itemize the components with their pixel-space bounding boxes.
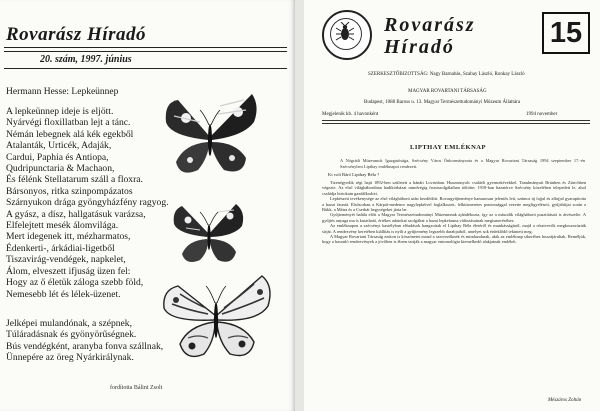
poem-line: Nemesebb lét és lélek-üzenet.: [6, 288, 121, 300]
left-page: [0, 0, 295, 411]
article-paragraph: Gyűjteményét halála előtt a Magyar Természettudományi Múzeumnak ajándékozta, így az a második világháború pusztításait is átvészelte. A gyűjtés anyaga ma is kutatható, értékes adatokat szolgáltat a hazai lepkefauna változásainak megismeréséhez.: [322, 212, 586, 223]
poem-line: Cardui, Paphia és Antiopa,: [6, 151, 109, 163]
poem-line: Qudripunctaria & Machaon,: [6, 163, 115, 175]
poem-line: Atalanták, Urticék, Adaják,: [6, 140, 112, 152]
newsletter-title-line1: Rovarász: [384, 14, 476, 36]
publication-date: 1994 november: [526, 112, 558, 117]
poem-line: Ünnepére az öreg Nyárkirálynak.: [6, 352, 134, 364]
article-paragraph: Lepkészeti tevékenysége az első világháború után kezdődött. Rovargyűjteménye hamarosan jelentős lett, számos új fajjal és alfajjal gyarapította a hazai faunát. Elsősorban a Kárpát-medence nagylepkéivel foglalkozott, lelkiismeretes pontossággal vezette megfigyeléseit, gyűjtőútjai során a Bükk, a Mátra és a Cserhát hegységeket járta be.: [322, 196, 586, 213]
poem-line: Nyárvégi floxillatban lejt a tánc.: [6, 117, 131, 129]
poem-line: Édenkerti-, árkádiai-ligetből: [6, 242, 115, 254]
poem-line: Szárnyukon drága gyöngyházfény ragyog.: [6, 197, 169, 209]
poem-stanza-1: [6, 106, 169, 300]
editorial-board: SZERKESZTŐBIZOTTSÁG: Nagy Barnabás, Szabay László, Ronkay László: [368, 72, 525, 77]
article-paragraph: Tizenégyedik régi hajú 1892-ben született a bánáti Lovrinban. Huszonnyolc csaláeli gyermekévekkel. Tanulmányait Brünben és Zürichben végezte. Az első világháborúban hadikórházat mindvégig frontszolgálatban töltötte; 1918-ban hazatérve Szécsény közelében telepedett le, ahol családja birtokain gazdálkodott.: [322, 180, 586, 196]
poem-line: A gyász, a dísz, hallgatásuk varázsa,: [6, 208, 146, 220]
right-page: [304, 0, 600, 411]
society-logo: [322, 10, 372, 60]
article-paragraph: Az emléknapon a szécsényi kastélyban előadások hangzottak el Lipthay Béla életéről és munkásságáról, majd a résztvevők megkoszorúzták sírját. A rendezvény keretében kiállítás is nyílt a gyűjtemény legszebb darabjaiból, amelyet sok érdeklődő tekintett meg.: [322, 223, 586, 234]
poem-line: Hogy az ő életük zálogа szebb föld,: [6, 277, 144, 289]
publication-frequency: Megjelenik kb. 4 havonként: [322, 112, 379, 117]
article-paragraph: A Magyar Rovartani Társaság ezúton is köszönetet mond a szervezőknek és mindazoknak, akik az emléknap sikeréhez hozzájárultak. Reméljük, hogy a hasonló rendezvények a jövőben is ébren tartják a magyar entomológia kiemelkedő alakjainak emlékét.: [322, 234, 586, 245]
poem-line: Jelképei mulandónak, a szépnek,: [6, 318, 133, 329]
article-lead: A Nógrádi Múzeumok Igazgatósága, Szécsény Város Önkormányzata és a Magyar Rovartani Társaság 1994 szeptember 17.-én Szécsényben Lipthay emléknapot rendezett.: [340, 158, 585, 169]
issue-line: 20. szám, 1997. június: [40, 54, 132, 65]
poem-line: Tiszavirág-vendégek, napkelet,: [6, 254, 126, 266]
poem-line: Bársonyos, ritka szinpompázatos: [6, 185, 133, 197]
poem-title: Hermann Hesse: Lepkeünnep: [6, 87, 119, 97]
poem-line: Némán lebegnek alá kék egekből: [6, 128, 134, 140]
article-author: Mészáros Zoltán: [548, 398, 582, 403]
poem-line: Álom, elveszett ifjuság üzen fel:: [6, 265, 131, 277]
butterfly-illustration-middle: [170, 200, 248, 270]
poem-line: És félénk Stellatarum száll a floxra.: [6, 174, 143, 186]
poem-stanza-2: [6, 318, 163, 364]
society-address: Budapest, 1088 Baross u. 13. Magyar Természettudományi Múzeum Állattára: [364, 100, 521, 105]
poem-line: Elfelejtett mesék álomvilága.: [6, 220, 119, 232]
book-spine: [295, 0, 304, 411]
beetle-icon: [335, 22, 355, 44]
article-title: LIPTHAY EMLÉKNAP: [410, 144, 486, 151]
header-rule: [322, 120, 590, 121]
article-question: Ki volt Báró Lipthay Béla ?: [328, 172, 380, 177]
poem-line: Mert idegenek itt, mézharmatos,: [6, 231, 131, 243]
newsletter-masthead: Rovarász Híradó: [6, 24, 146, 45]
poem-line: A lepkeünnep ideje is eljött.: [6, 106, 114, 117]
masthead-rule: [4, 47, 287, 48]
butterfly-illustration-bottom: [158, 268, 274, 364]
poem-line: Bús vendégként, aranyba fonva szállnak,: [6, 340, 164, 352]
translator-credit: fordította Bálint Zsolt: [110, 385, 163, 391]
issue-rule: [4, 68, 287, 69]
poem-line: Túláradásnak és gyönyörűségnek.: [6, 329, 137, 341]
issue-number: 15: [542, 12, 590, 54]
newsletter-title-line2: Híradó: [384, 36, 455, 58]
masthead-rule-2: [4, 51, 287, 52]
header-rule-2: [322, 123, 590, 124]
article-body: [322, 180, 586, 392]
society-name: MAGYAR ROVARTANI TÁRSASÁG: [408, 89, 487, 94]
butterfly-illustration-top: [160, 92, 260, 182]
